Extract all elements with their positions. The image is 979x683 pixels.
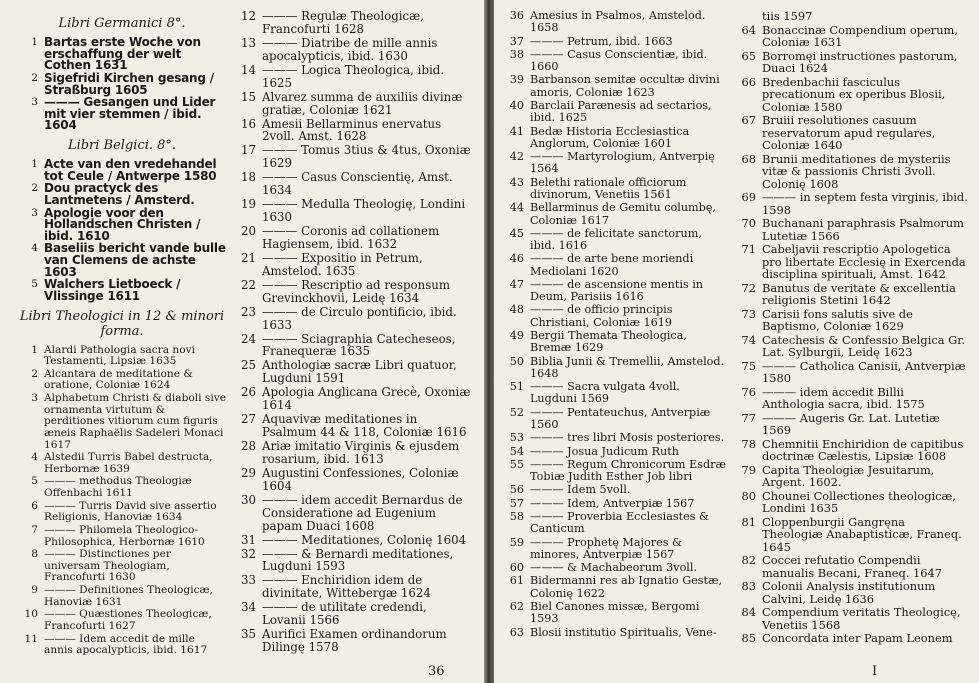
entry-number: 55 xyxy=(509,457,524,471)
entry-number: 25 xyxy=(240,358,256,373)
entry-text: ——— Enchiridion idem de divinitate, Wittebergæ 1624 xyxy=(262,573,431,601)
entry-number: 41 xyxy=(509,124,524,138)
entry-text: Chounei Collectiones theologicæ, Londini 1635 xyxy=(762,488,956,515)
entry-number: 1 xyxy=(31,36,38,48)
entry-text: Buchanani paraphrasis Psalmorum Lutetiæ 1566 xyxy=(762,216,964,243)
entry-number: 69 xyxy=(741,190,756,204)
catalog-entry xyxy=(736,360,968,385)
catalog-entry xyxy=(236,413,472,439)
entry-text: ——— Sacra vulgata 4voll. Lugduni 1569 xyxy=(530,380,680,406)
catalog-entry xyxy=(504,151,729,176)
catalog-entry xyxy=(236,534,472,547)
entry-text: Cloppenburgii Gangręna Theologiæ Anabaptisticæ, Franeq. 1645 xyxy=(762,514,962,554)
entry-number: 79 xyxy=(741,462,756,477)
entry-text: ——— Casus Conscientię, Amst. 1634 xyxy=(262,170,453,198)
catalog-entry xyxy=(736,438,968,463)
entry-text: ——— Philomela Theologico-Philosophica, Herbornæ 1610 xyxy=(44,523,205,548)
catalog-entry xyxy=(504,100,729,125)
catalog-entry xyxy=(18,393,226,451)
right-column-1 xyxy=(504,10,729,640)
entry-number: 11 xyxy=(24,632,38,645)
entry-text: Augustini Confessiones, Coloniæ 1604 xyxy=(262,465,459,493)
catalog-entry xyxy=(236,548,472,574)
entry-number: 68 xyxy=(741,151,756,166)
entry-number: 73 xyxy=(741,306,756,321)
book-gutter xyxy=(484,0,494,683)
entry-number: 83 xyxy=(741,579,756,593)
entry-text: ——— idem accedit Bernardus de Consideratione ad Eugenium papam Duaci 1608 xyxy=(262,492,463,533)
catalog-entry xyxy=(736,217,968,242)
catalog-entry xyxy=(236,10,472,36)
catalog-entry xyxy=(504,202,729,227)
entry-text: Compendium veritatis Theologicę, Venetiis 1568 xyxy=(762,605,961,632)
entry-number: 76 xyxy=(741,384,756,399)
entry-text: Cabeljavii rescriptio Apologetica pro libertate Ecclesię in Exercenda disciplina spirituali, Amst. 1642 xyxy=(762,242,966,281)
catalog-entry xyxy=(236,118,472,144)
entry-text: ——— Logica Theologica, ibid. 1625 xyxy=(262,62,445,90)
catalog-entry xyxy=(236,467,472,493)
entry-text: Blosii institutio Spiritualis, Vene- xyxy=(530,625,717,639)
entry-number: 67 xyxy=(741,113,756,127)
entry-text: ——— & Bernardi meditationes, Lugduni 1593 xyxy=(262,546,454,574)
catalog-entry xyxy=(236,279,472,305)
entry-number: 59 xyxy=(509,535,524,549)
entry-text: ——— Regum Chronicorum Esdræ Tobiæ Judith Esther Job libri xyxy=(530,457,726,484)
catalog-entry xyxy=(736,50,968,75)
entry-number: 49 xyxy=(509,329,524,343)
entry-number: 31 xyxy=(240,532,256,547)
catalog-entry xyxy=(504,498,729,510)
entry-text: Biblia Junii & Tremellii, Amstelod. 1648 xyxy=(530,354,725,380)
catalog-entry xyxy=(736,308,968,333)
catalog-entry xyxy=(736,554,968,579)
entry-number: 2 xyxy=(31,182,38,195)
entry-number: 38 xyxy=(509,47,524,61)
catalog-entry xyxy=(236,306,472,332)
catalog-entry xyxy=(18,634,226,657)
entry-text: Aurifici Examen ordinandorum Dilingę 1578 xyxy=(262,627,447,655)
catalog-entry xyxy=(236,37,472,63)
entry-number: 78 xyxy=(741,436,756,451)
catalog-entry xyxy=(236,333,472,359)
catalog-entry xyxy=(236,440,472,466)
entry-text: ——— Quæstiones Theologicæ, Francofurti 1627 xyxy=(44,608,212,632)
entry-text: ——— de utilitate credendi, Lovanii 1566 xyxy=(262,600,427,628)
entry-number: 82 xyxy=(741,553,756,567)
entry-text: ——— in septem festa virginis, ibid. 1598 xyxy=(762,190,968,217)
entry-text: ——— Coronis ad collationem Hagiensem, ibid. 1632 xyxy=(262,224,440,251)
entry-number: 29 xyxy=(240,465,256,480)
entry-number: 74 xyxy=(741,332,756,347)
entry-text: Baseliis bericht vande bulle van Clemens de achste 1603 xyxy=(44,241,226,279)
catalog-entry xyxy=(736,386,968,411)
catalog-entry xyxy=(504,304,729,329)
entry-number: 7 xyxy=(31,523,38,536)
entry-text: ——— Rescriptio ad responsum Grevinckhovii, Leidę 1634 xyxy=(262,277,451,305)
entry-number: 1 xyxy=(31,158,38,170)
entry-text: Banutus de veritate & excellentia religionis Stetini 1642 xyxy=(762,280,956,307)
entry-text: Belethi rationale officiorum divinorum, Venetiis 1561 xyxy=(530,175,687,201)
catalog-entry xyxy=(236,144,472,170)
entry-text: ——— Idem 5voll. xyxy=(530,483,631,497)
catalog-entry xyxy=(236,171,472,197)
entry-number: 42 xyxy=(509,150,524,164)
entry-number: 53 xyxy=(509,431,524,445)
entry-number: 84 xyxy=(741,605,756,619)
entry-number: 71 xyxy=(741,242,756,256)
catalog-entry xyxy=(504,537,729,562)
catalog-entry xyxy=(504,177,729,202)
entry-number: 1 xyxy=(31,343,38,356)
entry-text: Ariæ imitatio Virginis & ejusdem rosarium, ibid. 1613 xyxy=(262,439,460,466)
entry-text: Carisii fons salutis sive de Baptismo, Coloniæ 1629 xyxy=(762,306,913,333)
entry-text: ——— de officio principis Christiani, Coloniæ 1619 xyxy=(530,303,673,329)
entry-number: 2 xyxy=(31,367,38,380)
entry-text: ——— Augeris Gr. Lat. Lutetiæ 1569 xyxy=(762,410,940,437)
catalog-entry xyxy=(736,412,968,437)
catalog-entry xyxy=(504,407,729,432)
entry-number: 58 xyxy=(509,509,524,523)
left-column-1 xyxy=(18,10,226,658)
entry-number: 16 xyxy=(240,116,256,131)
entry-text: Alphabetum Christi & diaboli sive ornamenta virtutum & perditiones vitiorum cum figuris æneis Raphaëlis Sadeleri Monaci 1617 xyxy=(44,392,226,451)
entry-text: Colonii Analysis institutionum Calvini, Leidę 1636 xyxy=(762,579,936,606)
right-page xyxy=(494,0,979,683)
entry-number: 34 xyxy=(240,600,256,615)
entry-number: 61 xyxy=(509,574,524,588)
catalog-entry xyxy=(236,494,472,533)
entry-text: Amesius in Psalmos, Amstelod. 1658 xyxy=(530,9,706,35)
entry-text: tiis 1597 xyxy=(762,9,813,23)
entry-text: Coccei refutatio Compendii manualis Becani, Franeq. 1647 xyxy=(762,553,943,580)
entry-number: 33 xyxy=(240,573,256,588)
entry-number: 18 xyxy=(240,170,256,185)
catalog-entry xyxy=(18,452,226,475)
entry-text: ——— idem accedit Billii Anthologia sacra, ibid. 1575 xyxy=(762,384,925,411)
entry-text: Bellarminus de Gemitu columbę, Coloniæ 1617 xyxy=(530,201,716,227)
catalog-entry xyxy=(736,334,968,359)
entry-number: 57 xyxy=(509,496,524,510)
catalog-entry xyxy=(18,609,226,632)
entry-number: 70 xyxy=(741,216,756,230)
catalog-entry xyxy=(504,330,729,355)
entry-number: 14 xyxy=(240,62,256,77)
catalog-entry xyxy=(736,580,968,605)
catalog-entry xyxy=(736,10,968,23)
entry-number: 9 xyxy=(31,584,38,596)
catalog-entry xyxy=(736,191,968,216)
catalog-entry xyxy=(236,574,472,600)
entry-number: 45 xyxy=(509,226,524,240)
entry-number: 17 xyxy=(240,143,256,158)
entry-number: 85 xyxy=(741,631,756,645)
entry-text: ——— Petrum, ibid. 1663 xyxy=(530,34,673,48)
entry-text: Bruiii resolutiones casuum reservatorum apud regulares, Coloniæ 1640 xyxy=(762,113,936,152)
entry-number: 23 xyxy=(240,304,256,319)
entry-number: 72 xyxy=(741,280,756,295)
right-column-2 xyxy=(736,10,968,646)
catalog-entry xyxy=(736,282,968,307)
entry-text: ——— Turris David sive assertio Religionis, Hanoviæ 1634 xyxy=(44,499,217,524)
entry-number: 52 xyxy=(509,405,524,419)
entry-number: 35 xyxy=(240,627,256,642)
entry-number: 12 xyxy=(240,9,256,23)
entry-number: 3 xyxy=(31,206,38,219)
entry-text: ——— de arte bene moriendi Mediolani 1620 xyxy=(530,252,694,278)
section-heading: Libri Germanici 8°. xyxy=(58,16,186,31)
entry-number: 64 xyxy=(741,22,756,37)
entry-number: 62 xyxy=(509,599,524,613)
entry-text: ——— tres libri Mosis posteriores. xyxy=(530,431,725,445)
entry-number: 22 xyxy=(240,277,256,292)
entry-text: Alstedii Turris Babel destructa, Herbornæ 1639 xyxy=(44,451,213,475)
catalog-entry xyxy=(504,627,729,639)
entry-number: 51 xyxy=(509,380,524,394)
entry-number: 27 xyxy=(240,412,256,427)
entry-text: ——— Pentateuchus, Antverpiæ 1560 xyxy=(530,405,711,431)
catalog-entry xyxy=(236,628,472,654)
entry-text: Alcantara de meditatione & oratione, Coloniæ 1624 xyxy=(44,367,193,392)
entry-text: ——— Sciagraphia Catecheseos, Franequeræ 1635 xyxy=(262,331,456,359)
entry-number: 5 xyxy=(31,278,38,291)
entry-number: 3 xyxy=(31,96,38,109)
catalog-entry xyxy=(504,126,729,151)
entry-text: Bergii Themata Theologica, Bremæ 1629 xyxy=(530,329,687,355)
entry-number: 44 xyxy=(509,201,524,215)
catalog-entry xyxy=(18,476,226,499)
entry-text: Borromęi instructiones pastorum, Duaci 1624 xyxy=(762,48,958,75)
catalog-entry xyxy=(18,97,226,132)
entry-text: Alardi Pathologia sacra novi Testamenti, Lipsiæ 1635 xyxy=(44,343,196,368)
catalog-entry xyxy=(18,37,226,72)
catalog-entry xyxy=(18,549,226,584)
entry-number: 47 xyxy=(509,277,524,291)
entry-text: ——— Martyrologium, Antverpię 1564 xyxy=(530,150,715,176)
entry-number: 8 xyxy=(31,548,38,561)
catalog-entry xyxy=(18,205,226,243)
entry-text: ——— & Machabeorum 3voll. xyxy=(530,561,698,575)
entry-text: Acte van den vredehandel tot Ceule / Antwerpe 1580 xyxy=(44,157,217,183)
entry-text: ——— Expositio in Petrum, Amstelod. 1635 xyxy=(262,250,423,278)
catalog-entry xyxy=(236,225,472,251)
entry-number: 81 xyxy=(741,514,756,529)
catalog-entry xyxy=(236,359,472,385)
entry-number: 60 xyxy=(509,561,524,575)
entry-number: 43 xyxy=(509,175,524,189)
entry-text: ——— de Circulo pontificio, ibid. 1633 xyxy=(262,304,457,332)
catalog-entry xyxy=(736,153,968,191)
entry-text: Bidermanni res ab Ignatio Gestæ, Colonię 1622 xyxy=(530,574,723,600)
catalog-entry xyxy=(736,490,968,515)
entry-number: 77 xyxy=(741,410,756,425)
catalog-entry xyxy=(504,74,729,99)
entry-text: Walchers Lietboeck / Vlissinge 1611 xyxy=(44,277,181,303)
section-heading: Libri Theologici in 12 & minori forma. xyxy=(19,308,225,339)
catalog-entry xyxy=(18,243,226,278)
entry-text: ——— Idem accedit de mille annis apocalypticis, ibid. 1617 xyxy=(44,632,208,657)
catalog-entry xyxy=(504,381,729,406)
entry-text: ——— Idem, Antverpiæ 1567 xyxy=(530,496,695,510)
entry-number: 13 xyxy=(240,35,256,50)
entry-number: 63 xyxy=(509,625,524,639)
catalog-entry xyxy=(504,432,729,444)
catalog-entry xyxy=(18,345,226,368)
entry-text: ——— Diatribe de mille annis apocalypticis, ibid. 1630 xyxy=(262,35,438,63)
entry-text: Bredenbachii fasciculus precationum ex operibus Blosii, Coloniæ 1580 xyxy=(762,74,946,114)
entry-text: Sigefridi Kirchen gesang / Straßburg 1605 xyxy=(44,70,214,97)
catalog-entry xyxy=(504,601,729,626)
entry-number: 28 xyxy=(240,439,256,453)
catalog-entry xyxy=(236,91,472,117)
entry-number: 32 xyxy=(240,546,256,561)
catalog-entry xyxy=(504,36,729,48)
entry-number: 15 xyxy=(240,89,256,104)
catalog-entry xyxy=(504,459,729,484)
entry-number: 56 xyxy=(509,483,524,497)
catalog-entry xyxy=(18,525,226,548)
catalog-entry xyxy=(736,516,968,554)
catalog-entry xyxy=(504,253,729,278)
catalog-entry xyxy=(504,484,729,496)
entry-number: 21 xyxy=(240,250,256,265)
entry-number: 19 xyxy=(240,197,256,212)
catalog-entry xyxy=(736,243,968,281)
entry-number: 54 xyxy=(509,444,524,458)
entry-number: 39 xyxy=(509,73,524,87)
entry-number: 37 xyxy=(509,34,524,48)
entry-number: 66 xyxy=(741,74,756,89)
entry-text: ——— Catholica Canisii, Antverpiæ 1580 xyxy=(762,358,966,385)
catalog-entry xyxy=(504,279,729,304)
catalog-entry xyxy=(236,601,472,627)
entry-text: Bedæ Historia Ecclesiastica Anglorum, Coloniæ 1601 xyxy=(530,124,690,150)
entry-text: Capita Theologiæ Jesuitarum, Argent. 1602. xyxy=(762,462,935,489)
catalog-entry xyxy=(18,279,226,302)
catalog-entry xyxy=(18,183,226,206)
entry-number: 10 xyxy=(24,608,38,621)
entry-text: ——— Josua Judicum Ruth xyxy=(530,444,679,458)
entry-text: Chemnitii Enchiridion de capitibus doctrinæ Cælestis, Lipsiæ 1608 xyxy=(762,436,964,463)
catalog-entry xyxy=(236,252,472,278)
left-column-2 xyxy=(236,10,472,655)
entry-number: 50 xyxy=(509,354,524,368)
catalog-entry xyxy=(736,606,968,631)
catalog-entry xyxy=(504,562,729,574)
entry-text: Aquavivæ meditationes in Psalmum 44 & 118, Coloniæ 1616 xyxy=(262,412,467,440)
entry-text: Barbanson semitæ occultæ divini amoris, Coloniæ 1623 xyxy=(530,73,720,99)
entry-text: Apologie voor den Hollandschen Christen / ibid. 1610 xyxy=(44,205,201,243)
catalog-entry xyxy=(504,446,729,458)
catalog-entry xyxy=(18,585,226,608)
entry-text: ——— de ascensione mentis in Deum, Parisiis 1616 xyxy=(530,277,703,304)
entry-number: 65 xyxy=(741,48,756,63)
entry-text: Concordata inter Papam Leonem xyxy=(762,631,953,645)
entry-text: ——— Distinctiones per universam Theologiam, Francofurti 1630 xyxy=(44,548,171,584)
entry-number: 46 xyxy=(509,252,524,266)
entry-text: Barclaii Parænesis ad sectarios, ibid. 1625 xyxy=(530,98,712,125)
section-heading: Libri Belgici. 8°. xyxy=(67,138,177,153)
entry-number: 20 xyxy=(240,224,256,238)
entry-number: 5 xyxy=(31,475,38,488)
entry-text: Amesii Bellarminus enervatus 2voll. Amst. 1628 xyxy=(262,116,442,144)
entry-number: 24 xyxy=(240,331,256,346)
entry-text: Bartas erste Woche von erschaffung der welt Cothen 1631 xyxy=(44,35,201,73)
catalog-entry xyxy=(504,575,729,600)
catalog-entry xyxy=(736,464,968,489)
entry-text: ——— methodus Theologiæ Offenbachi 1611 xyxy=(44,475,192,499)
entry-number: 4 xyxy=(31,451,38,464)
entry-number: 40 xyxy=(509,98,524,112)
entry-text: Brunii meditationes de mysteriis vitæ & passionis Christi 3voll. Colonię 1608 xyxy=(762,151,951,191)
catalog-entry xyxy=(504,10,729,35)
entry-text: ——— Prophetę Majores & minores, Antverpiæ 1567 xyxy=(530,535,682,561)
catalog-entry xyxy=(736,114,968,152)
entry-text: Apologia Anglicana Grecè, Oxoniæ 1614 xyxy=(262,385,471,413)
entry-text: ——— Medulla Theologię, Londini 1630 xyxy=(262,197,466,225)
catalog-entry xyxy=(504,356,729,381)
entry-text: Catechesis & Confessio Belgica Gr. Lat. Sylburgii, Leidę 1623 xyxy=(762,332,966,359)
catalog-entry xyxy=(504,49,729,74)
entry-number: 36 xyxy=(509,9,524,22)
entry-number: 30 xyxy=(240,492,256,507)
entry-text: ——— Gesangen und Lider mit vier stemmen / ibid. 1604 xyxy=(44,95,216,133)
entry-text: ——— Regulæ Theologicæ, Francofurti 1628 xyxy=(262,9,424,36)
entry-text: ——— Casus Conscientiæ, ibid. 1660 xyxy=(530,47,708,74)
catalog-entry xyxy=(18,369,226,392)
entry-number: 2 xyxy=(31,71,38,84)
entry-text: Bonaccinæ Compendium operum, Coloniæ 1631 xyxy=(762,22,958,49)
left-page xyxy=(0,0,484,683)
entry-number: 26 xyxy=(240,385,256,400)
catalog-entry xyxy=(504,228,729,253)
entry-text: Biel Canones missæ, Bergomi 1593 xyxy=(530,599,700,626)
catalog-entry xyxy=(18,159,226,182)
catalog-entry xyxy=(736,632,968,645)
catalog-entry xyxy=(504,511,729,536)
catalog-entry xyxy=(18,70,226,97)
entry-number: 75 xyxy=(741,358,756,373)
catalog-entry xyxy=(18,501,226,524)
entry-number: 6 xyxy=(31,499,38,512)
page-number: 36 xyxy=(428,664,445,679)
entry-text: Dou practyck des Lantmetens / Amsterd. xyxy=(44,181,195,207)
catalog-entry xyxy=(736,24,968,49)
entry-text: Anthologiæ sacræ Libri quatuor, Lugduni 1591 xyxy=(262,358,457,386)
catalog-entry xyxy=(236,386,472,412)
entry-text: Alvarez summa de auxiliis divinæ gratiæ, Coloniæ 1621 xyxy=(262,89,463,117)
entry-text: ——— Meditationes, Colonię 1604 xyxy=(262,532,467,547)
catalog-entry xyxy=(236,64,472,90)
entry-number: 48 xyxy=(509,303,524,317)
signature-mark: I xyxy=(872,664,878,679)
entry-text: ——— Tomus 3tius & 4tus, Oxoniæ 1629 xyxy=(262,143,471,171)
catalog-entry xyxy=(736,76,968,114)
entry-number: 4 xyxy=(31,242,38,255)
entry-text: ——— Definitiones Theologicæ, Hanoviæ 1631 xyxy=(44,584,213,608)
catalog-entry xyxy=(236,198,472,224)
entry-number: 3 xyxy=(31,392,38,404)
entry-number: 80 xyxy=(741,488,756,503)
entry-text: ——— Proverbia Ecclesiastes & Canticum xyxy=(530,509,709,536)
entry-text: ——— de felicitate sanctorum, ibid. 1616 xyxy=(530,226,702,253)
